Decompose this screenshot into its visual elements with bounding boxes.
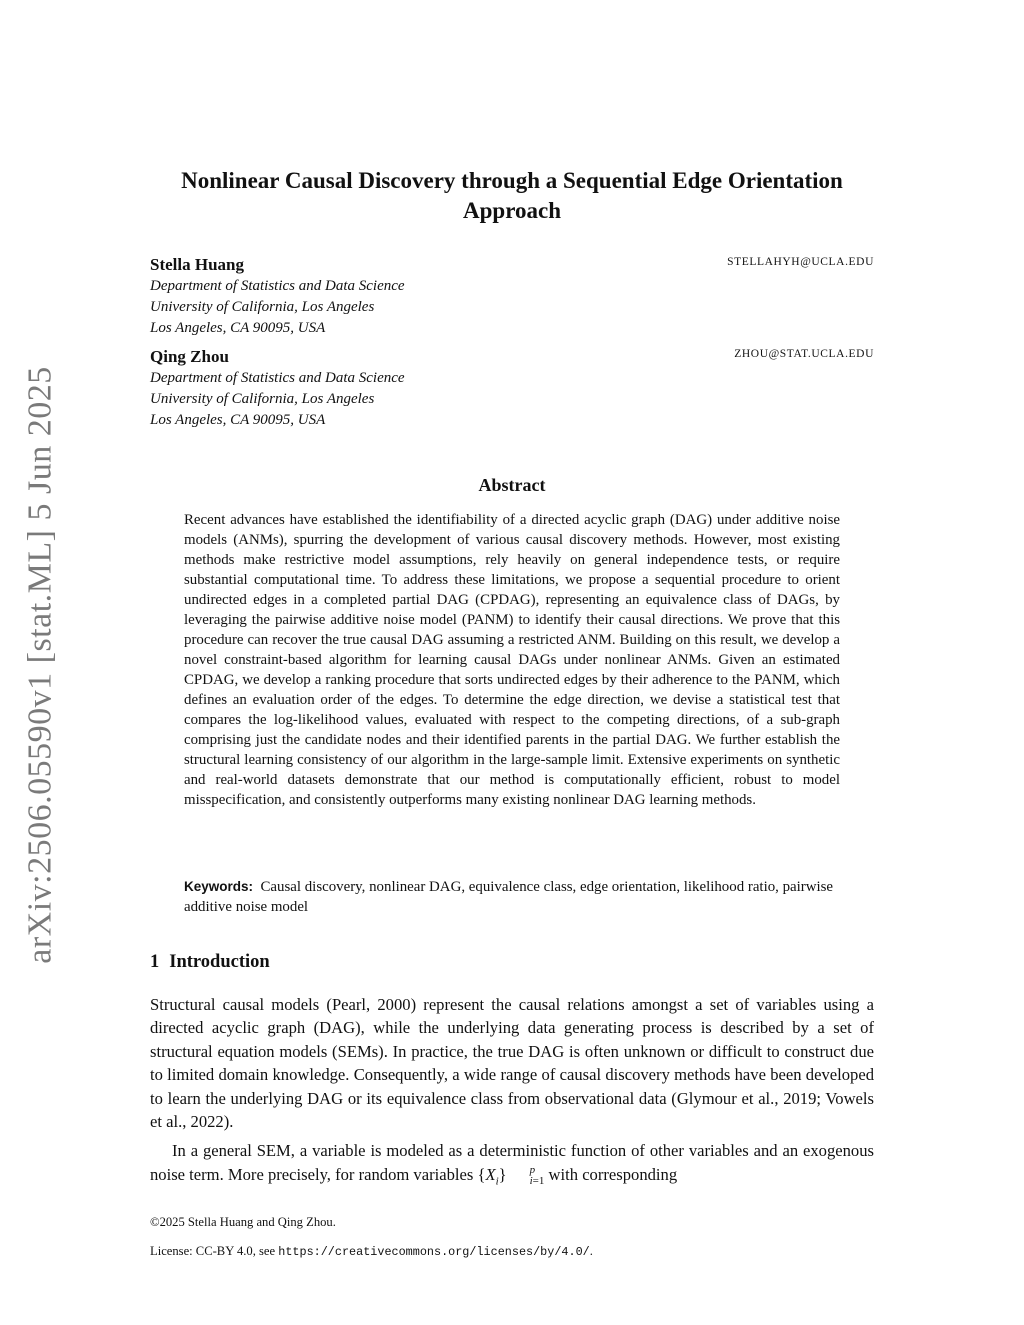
author-university: University of California, Los Angeles (150, 391, 375, 407)
abstract-text: Recent advances have established the identifiability of a directed acyclic graph (DAG) under additive noise models (ANMs), spurring the development of various causal discovery methods. However, most existing methods make restrictive model assumptions, rely heavily on general independence tests, or require substantial computational time. To address these limitations, we propose a sequential procedure to orient undirected edges in a completed partial DAG (CPDAG), representing an equivalence class of DAGs, by leveraging the pairwise additive noise model (PANM) to identify their causal directions. We prove that this procedure can recover the true causal DAG assuming a restricted ANM. Building on this result, we develop a novel constraint-based algorithm for learning causal DAGs under nonlinear ANMs. Given an estimated CPDAG, we develop a ranking procedure that sorts undirected edges by their adherence to the PANM, which defines an evaluation order of the edges. To determine the edge direction, we devise a statistical test that compares the log-likelihood values, evaluated with respect to the competing directions, of a sub-graph comprising just the candidate nodes and their identified parents in the partial DAG. We further establish the structural learning consistency of our algorithm in the large-sample limit. Extensive experiments on synthetic and real-world datasets demonstrate that our method is computationally efficient, robust to model misspecification, and consistently outperforms many existing nonlinear DAG learning methods. (184, 512, 840, 808)
license-suffix: . (589, 1244, 593, 1258)
author-university: University of California, Los Angeles (150, 299, 375, 315)
author-email: STELLAHYH@UCLA.EDU (727, 256, 874, 268)
math-expression: $\{X_i\}$ p i=1 (477, 1164, 545, 1188)
arxiv-identifier-text: arXiv:2506.05590v1 [stat.ML] 5 Jun 2025 (22, 366, 60, 964)
author-name: Qing Zhou (150, 347, 229, 366)
keywords-text: Causal discovery, nonlinear DAG, equivalence class, edge orientation, likelihood ratio, pairwise additive noise model (184, 879, 834, 915)
license-link[interactable]: https://creativecommons.org/licenses/by/4.0/ (278, 1245, 590, 1259)
paragraph: Structural causal models (Pearl, 2000) represent the causal relations amongst a set of variables using a directed acyclic graph (DAG), while the underlying data generating process is described by a set of structural equation models (SEMs). In practice, the true DAG is often unknown or difficult to construct due to limited domain knowledge. Consequently, a wide range of causal discovery methods have been developed to learn the underlying DAG or its equivalence class from observational data (Glymour et al., 2019; Vowels et al., 2022). (150, 995, 874, 1132)
author-block-1 (150, 254, 874, 339)
author-name: Stella Huang (150, 255, 244, 274)
author-department: Department of Statistics and Data Science (150, 370, 405, 386)
introduction-body (150, 993, 874, 1194)
paragraph (150, 1139, 874, 1193)
license-prefix: License: CC-BY 4.0, see (150, 1244, 279, 1258)
paper-title: Nonlinear Causal Discovery through a Sequential Edge Orientation Approach (181, 168, 843, 223)
section-heading (150, 952, 270, 973)
section-number: 1 (150, 952, 160, 972)
author-email: ZHOU@STAT.UCLA.EDU (734, 348, 874, 360)
keywords-label: Keywords: (184, 879, 254, 894)
author-address: Los Angeles, CA 90095, USA (150, 320, 326, 336)
copyright-notice: ©2025 Stella Huang and Qing Zhou. (150, 1215, 336, 1229)
paragraph-text: with corresponding (544, 1164, 678, 1184)
section-title: Introduction (169, 952, 270, 972)
abstract-heading: Abstract (478, 475, 546, 495)
license-notice (150, 1242, 593, 1261)
paragraph-text: In a general SEM, a variable is modeled as a deterministic function of other variables and an exogenous noise term. More precisely, for random variables (150, 1141, 874, 1184)
page-footer (150, 1213, 593, 1261)
arxiv-identifier (19, 366, 63, 964)
author-block-2 (150, 346, 874, 431)
author-department: Department of Statistics and Data Science (150, 278, 405, 294)
author-address: Los Angeles, CA 90095, USA (150, 412, 326, 428)
keywords (184, 877, 840, 917)
